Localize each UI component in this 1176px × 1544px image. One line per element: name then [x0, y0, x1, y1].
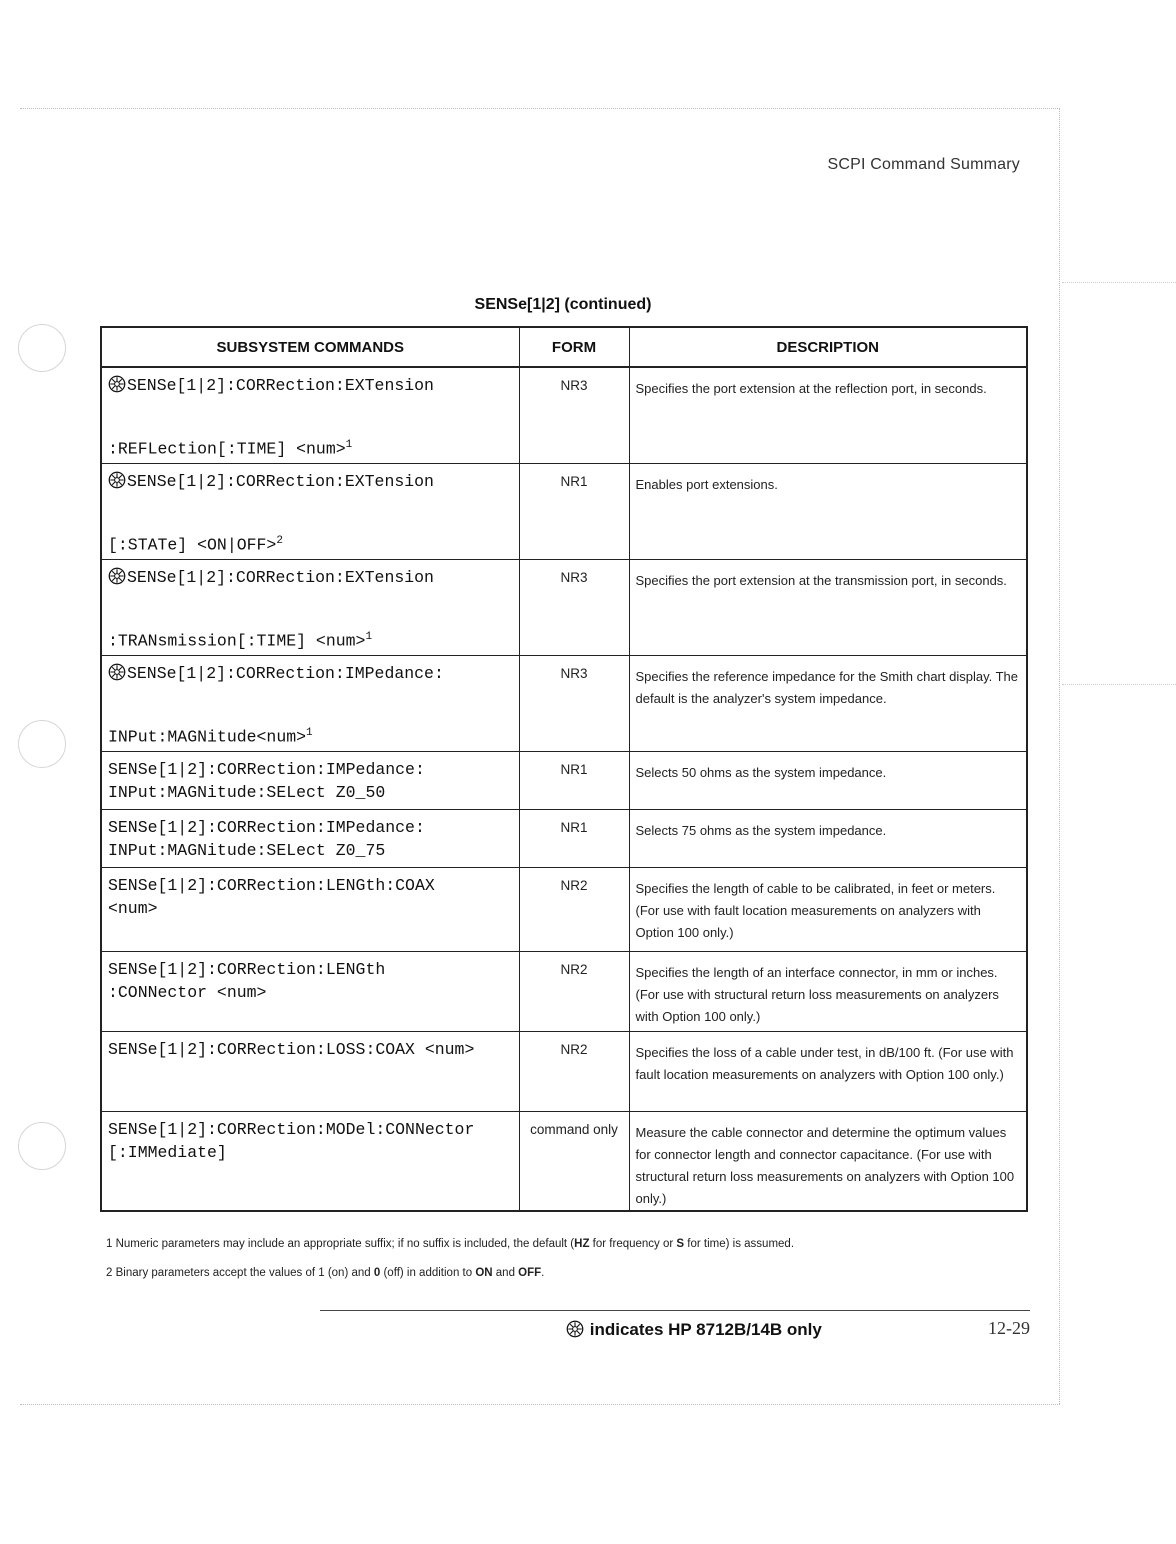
form-cell: NR3	[519, 655, 629, 751]
table-row	[101, 809, 1027, 867]
table-header-row	[101, 327, 1027, 367]
description-cell: Specifies the reference impedance for the Smith chart display. The default is the analyzer's system impedance.	[629, 655, 1027, 751]
command-cell	[101, 1031, 519, 1111]
command-text: :REFLection[:TIME] <num>	[108, 439, 346, 459]
command-text: SENSe[1|2]:CORRection:IMPedance:	[127, 663, 444, 683]
table-row	[101, 1031, 1027, 1111]
command-text: INPut:MAGNitude:SELect Z0_50	[108, 782, 386, 802]
footnote-ref: 1	[306, 726, 313, 739]
form-cell: NR2	[519, 867, 629, 951]
command-cell	[101, 867, 519, 951]
command-cell	[101, 951, 519, 1031]
scan-edge-mark	[1062, 282, 1176, 283]
hp-only-icon	[108, 375, 126, 393]
description-cell: Selects 75 ohms as the system impedance.	[629, 809, 1027, 867]
command-text: :TRANsmission[:TIME] <num>	[108, 631, 366, 650]
command-text: SENSe[1|2]:CORRection:EXTension	[127, 376, 434, 395]
command-table	[100, 326, 1028, 1212]
command-text: SENSe[1|2]:CORRection:LENGth	[108, 959, 386, 979]
description-cell: Measure the cable connector and determine the optimum values for connector length and connector capacitance. (For use with structural return loss measurements on analyzers with Option 100 only.)	[629, 1111, 1027, 1211]
description-cell: Specifies the loss of a cable under test, in dB/100 ft. (For use with fault location measurements on analyzers with Option 100 only.)	[629, 1031, 1027, 1111]
form-cell: NR1	[519, 751, 629, 809]
table-row	[101, 367, 1027, 463]
column-header-form: FORM	[519, 327, 629, 367]
scan-border-right	[1059, 108, 1060, 1404]
command-text: INPut:MAGNitude:SELect Z0_75	[108, 840, 386, 860]
scan-border-top	[20, 108, 1060, 109]
scan-border-bottom	[20, 1404, 1060, 1405]
table-row	[101, 463, 1027, 559]
table-row	[101, 751, 1027, 809]
command-cell	[101, 559, 519, 655]
description-cell: Specifies the port extension at the reflection port, in seconds.	[629, 367, 1027, 463]
table-row	[101, 951, 1027, 1031]
command-text: SENSe[1|2]:CORRection:LENGth:COAX	[108, 875, 435, 895]
column-header-description: DESCRIPTION	[629, 327, 1027, 367]
command-cell	[101, 655, 519, 751]
table-row	[101, 655, 1027, 751]
table-row	[101, 867, 1027, 951]
command-cell	[101, 751, 519, 809]
form-cell: NR1	[519, 809, 629, 867]
binder-hole	[18, 1122, 66, 1170]
hp-only-icon	[566, 1320, 584, 1338]
form-cell: NR3	[519, 559, 629, 655]
footnotes	[106, 1236, 794, 1294]
description-cell: Specifies the port extension at the transmission port, in seconds.	[629, 559, 1027, 655]
footnote-ref: 1	[345, 439, 353, 451]
footnote-1: 1 Numeric parameters may include an appropriate suffix; if no suffix is included, the default (HZ for frequency or S for time) is assumed.	[106, 1238, 795, 1250]
hp-only-icon	[108, 567, 126, 585]
binder-hole	[18, 324, 66, 372]
command-text: SENSe[1|2]:CORRection:IMPedance:	[108, 817, 425, 837]
command-text: <num>	[108, 898, 158, 918]
hp-only-icon	[108, 471, 126, 489]
table-row	[101, 559, 1027, 655]
command-cell	[101, 463, 519, 559]
table-row	[101, 1111, 1027, 1211]
command-text: SENSe[1|2]:CORRection:LOSS:COAX <num>	[108, 1039, 475, 1059]
form-cell: NR2	[519, 951, 629, 1031]
hp-only-icon	[108, 663, 126, 681]
footnote-ref: 1	[365, 630, 373, 643]
running-header: SCPI Command Summary	[827, 156, 1020, 173]
command-cell	[101, 367, 519, 463]
description-cell: Specifies the length of an interface connector, in mm or inches. (For use with structural return loss measurements on analyzers with Option 100 only.)	[629, 951, 1027, 1031]
command-text: SENSe[1|2]:CORRection:MODel:CONNector	[108, 1119, 475, 1139]
command-text: :CONNector <num>	[108, 982, 267, 1002]
footer-note: indicates HP 8712B/14B only	[566, 1320, 822, 1340]
command-text: SENSe[1|2]:CORRection:EXTension	[127, 471, 434, 491]
footer-rule	[320, 1310, 1030, 1311]
scan-edge-mark	[1062, 684, 1176, 685]
description-cell: Specifies the length of cable to be calibrated, in feet or meters. (For use with fault location measurements on analyzers with Option 100 only.)	[629, 867, 1027, 951]
command-cell	[101, 809, 519, 867]
description-cell: Enables port extensions.	[629, 463, 1027, 559]
binder-hole	[18, 720, 66, 768]
command-text: [:IMMediate]	[108, 1142, 227, 1162]
description-cell: Selects 50 ohms as the system impedance.	[629, 751, 1027, 809]
form-cell: NR1	[519, 463, 629, 559]
page-number: 12-29	[988, 1318, 1030, 1338]
command-text: SENSe[1|2]:CORRection:EXTension	[127, 567, 434, 587]
footnote-2: 2 Binary parameters accept the values of 1 (on) and 0 (off) in addition to ON and OFF.	[106, 1267, 545, 1279]
form-cell: NR2	[519, 1031, 629, 1111]
footnote-ref: 2	[276, 534, 283, 547]
command-text: [:STATe] <ON|OFF>	[108, 535, 277, 554]
command-text: SENSe[1|2]:CORRection:IMPedance:	[108, 759, 425, 779]
command-text: INPut:MAGNitude<num>	[108, 727, 307, 746]
form-cell: command only	[519, 1111, 629, 1211]
command-cell	[101, 1111, 519, 1211]
form-cell: NR3	[519, 367, 629, 463]
table-title: SENSe[1|2] (continued)	[474, 296, 652, 313]
column-header-commands: SUBSYSTEM COMMANDS	[101, 327, 519, 367]
